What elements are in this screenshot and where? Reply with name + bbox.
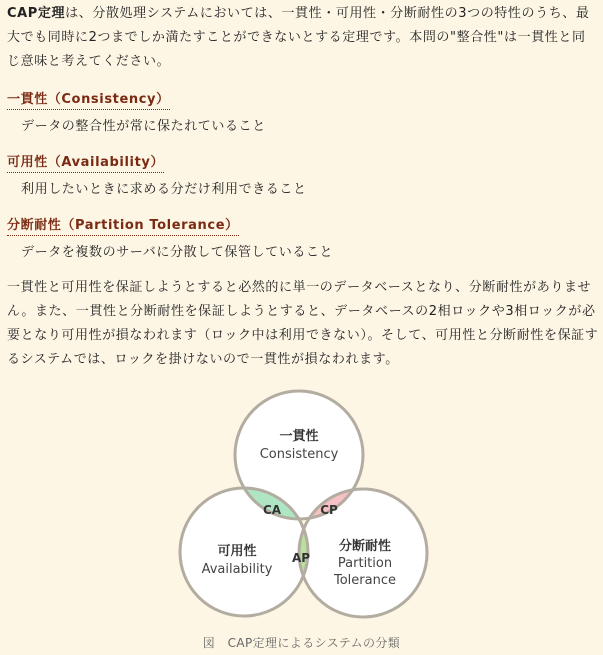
- overlap-ca-label: CA: [262, 503, 282, 517]
- partition-label-jp: 分断耐性: [338, 539, 392, 554]
- consistency-label-en: Consistency: [259, 447, 339, 462]
- intro-paragraph: [7, 0, 599, 74]
- overlap-cp-label: CP: [320, 503, 338, 517]
- term-consistency-desc: データの整合性が常に保たれていること: [21, 119, 266, 134]
- cap-venn-diagram: [175, 388, 435, 628]
- explanation-paragraph: 一貫性と可用性を保証しようとすると必然的に単一のデータベースとなり、分断耐性がありません。また、一貫性と分断耐性を保証しようとすると、データベースの2相ロックや3相ロックが必要となり可用性が損なわれます（ロック中は利用できない）。そして、可用性と分断耐性を保証するシステムでは、ロックを掛けないので一貫性が損なわれます。: [7, 280, 599, 367]
- consistency-label-jp: 一貫性: [279, 429, 319, 444]
- term-availability-title: 可用性（Availability）: [7, 154, 164, 173]
- term-availability-desc: 利用したいときに求める分だけ利用できること: [21, 182, 307, 197]
- term-partition-title: 分断耐性（Partition Tolerance）: [7, 217, 239, 236]
- intro-bold-term: CAP定理: [7, 6, 66, 21]
- overlap-ap-label: AP: [291, 551, 311, 565]
- partition-label-en2: Tolerance: [334, 573, 396, 588]
- availability-label-en: Availability: [201, 562, 273, 577]
- figure-caption: 図 CAP定理によるシステムの分類: [202, 636, 401, 650]
- term-partition-desc: データを複数のサーバに分散して保管していること: [21, 245, 334, 260]
- intro-text: は、分散処理システムにおいては、一貫性・可用性・分断耐性の3つの特性のうち、最大でも同時に2つまでしか満たすことができないとする定理です。本問の"整合性"は一貫性と同じ意味と考えてください。: [7, 6, 590, 69]
- partition-label-en1: Partition: [337, 556, 393, 571]
- content: [7, 0, 599, 372]
- availability-label-jp: 可用性: [217, 544, 257, 559]
- term-consistency-title: 一貫性（Consistency）: [7, 91, 170, 110]
